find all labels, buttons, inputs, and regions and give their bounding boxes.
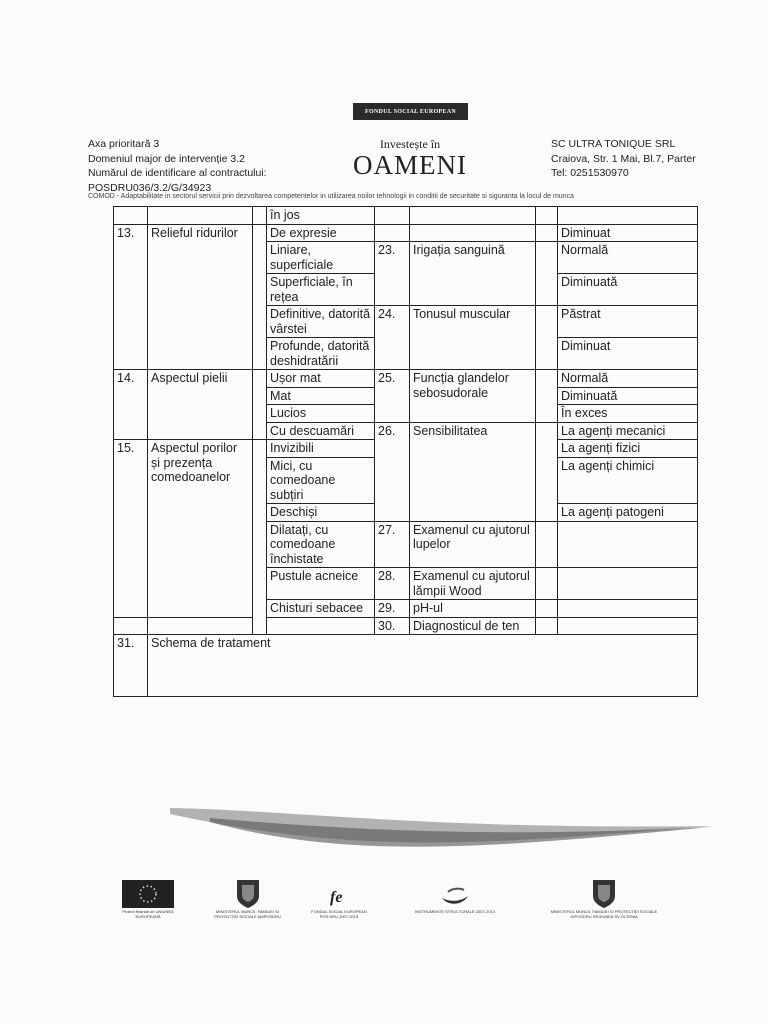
row-number: 26.: [375, 422, 410, 521]
svg-text:fe: fe: [330, 889, 343, 906]
option-cell: Diminuat: [558, 338, 698, 370]
eu-logo: [118, 880, 178, 919]
row-number: 30.: [375, 617, 410, 635]
coat-of-arms-icon: [591, 878, 617, 908]
option-cell: La agenți mecanici: [558, 422, 698, 440]
option-cell: În exces: [558, 405, 698, 423]
contract-id: POSDRU036/3.2/G/34923: [88, 181, 212, 194]
option-cell: Pustule acneice: [267, 568, 375, 600]
row-label: Sensibilitatea: [410, 422, 536, 521]
row-label: Examenul cu ajutorul lupelor: [410, 521, 536, 568]
eu-caption: Proiect finanțat de UNIUNEA EUROPEANĂ: [122, 909, 174, 919]
option-cell: La agenți fizici: [558, 440, 698, 458]
axis-line: Axa prioritară 3: [88, 138, 160, 150]
option-cell: Mat: [267, 387, 375, 405]
row-label: Funcția glandelor sebosudorale: [410, 370, 536, 423]
option-cell: La agenți patogeni: [558, 504, 698, 522]
coat-of-arms-icon: [235, 878, 261, 908]
option-cell: Profunde, datorită deshidratării: [267, 338, 375, 370]
row-label: Relieful ridurilor: [148, 224, 253, 370]
skin-diagnosis-table: [113, 206, 698, 697]
row-number: 25.: [375, 370, 410, 423]
row-label: Irigația sanguină: [410, 242, 536, 306]
option-cell: Normală: [558, 370, 698, 388]
row-number: 14.: [114, 370, 148, 440]
option-cell: Normală: [558, 242, 698, 274]
structural-instruments-icon: [438, 884, 472, 908]
option-cell: Păstrat: [558, 306, 698, 338]
row-label: Examenul cu ajutorul lămpii Wood: [410, 568, 536, 600]
company-name: SC ULTRA TONIQUE SRL: [551, 138, 676, 150]
fse-icon: [324, 884, 354, 908]
option-cell: Diminuată: [558, 387, 698, 405]
oameni-text: OAMENI: [353, 150, 467, 180]
company-phone: Tel: 0251530970: [551, 167, 629, 179]
row-label: Aspectul porilor și prezența comedoanelor: [148, 440, 253, 618]
row-number: 29.: [375, 600, 410, 618]
row-label: pH-ul: [410, 600, 536, 618]
structural-logo: [405, 884, 505, 914]
sponsor-logos: [0, 870, 768, 950]
option-cell: Invizibili: [267, 440, 375, 458]
row-number: 15.: [114, 440, 148, 618]
row-number: 31.: [114, 635, 148, 697]
decorative-swoosh: [170, 800, 715, 870]
option-cell: Lucios: [267, 405, 375, 423]
fse-banner: FONDUL SOCIAL EUROPEAN: [353, 103, 468, 120]
row-label: Aspectul pielii: [148, 370, 253, 440]
row-number: 13.: [114, 224, 148, 370]
invest-text: Investește în: [379, 137, 441, 151]
option-cell: La agenți chimici: [558, 457, 698, 504]
option-cell: Deschiși: [267, 504, 375, 522]
ministry-caption: MINISTERUL MUNCII, FAMILIEI ȘI PROTECȚIEI SOCIALE AMPOSDRU: [214, 909, 281, 919]
fse-caption: FONDUL SOCIAL EUROPEAN POS DRU 2007-2013: [311, 909, 367, 919]
oiposdru-caption: MINISTERUL MUNCII, FAMILIEI ȘI PROTECȚIEI SOCIALE OIPOSDRU REGIUNEA SV OLTENIA: [550, 909, 658, 919]
contract-label: Numărul de identificare al contractului:: [88, 167, 267, 179]
option-cell: Diminuat: [558, 224, 698, 242]
row-label: Schema de tratament: [148, 635, 698, 697]
eu-flag-icon: [122, 880, 174, 908]
row-number: 23.: [375, 242, 410, 306]
fse-logo: [308, 884, 370, 919]
option-cell: Diminuată: [558, 274, 698, 306]
row-number: 27.: [375, 521, 410, 568]
option-cell: Superficiale, în rețea: [267, 274, 375, 306]
header-logo-text: [350, 137, 470, 178]
domain-line: Domeniul major de intervenție 3.2: [88, 152, 245, 165]
project-title: COMOD - Adaptabilitate in sectorul servicii prin dezvoltarea competentelor in utilizarea noilor tehnologii in conditii de securitate si siguranta la locul de munca: [88, 193, 574, 200]
table-cell: în jos: [267, 207, 375, 225]
option-cell: Definitive, datorită vârstei: [267, 306, 375, 338]
header-right: [551, 137, 696, 181]
option-cell: Chisturi sebacee: [267, 600, 375, 618]
option-cell: Ușor mat: [267, 370, 375, 388]
header-left: [88, 137, 267, 195]
ministry-logo: [205, 878, 290, 919]
row-number: 28.: [375, 568, 410, 600]
option-cell: Dilatați, cu comedoane închistate: [267, 521, 375, 568]
oiposdru-logo: [545, 878, 663, 919]
option-cell: De expresie: [267, 224, 375, 242]
structural-caption: INSTRUMENTE STRUCTURALE 2007-2013: [415, 909, 495, 914]
company-address: Craiova, Str. 1 Mai, Bl.7, Parter: [551, 152, 696, 165]
option-cell: Cu descuamări: [267, 422, 375, 440]
row-label: Diagnosticul de ten: [410, 617, 536, 635]
option-cell: Mici, cu comedoane subțiri: [267, 457, 375, 504]
row-label: Tonusul muscular: [410, 306, 536, 370]
row-number: 24.: [375, 306, 410, 370]
option-cell: Liniare, superficiale: [267, 242, 375, 274]
